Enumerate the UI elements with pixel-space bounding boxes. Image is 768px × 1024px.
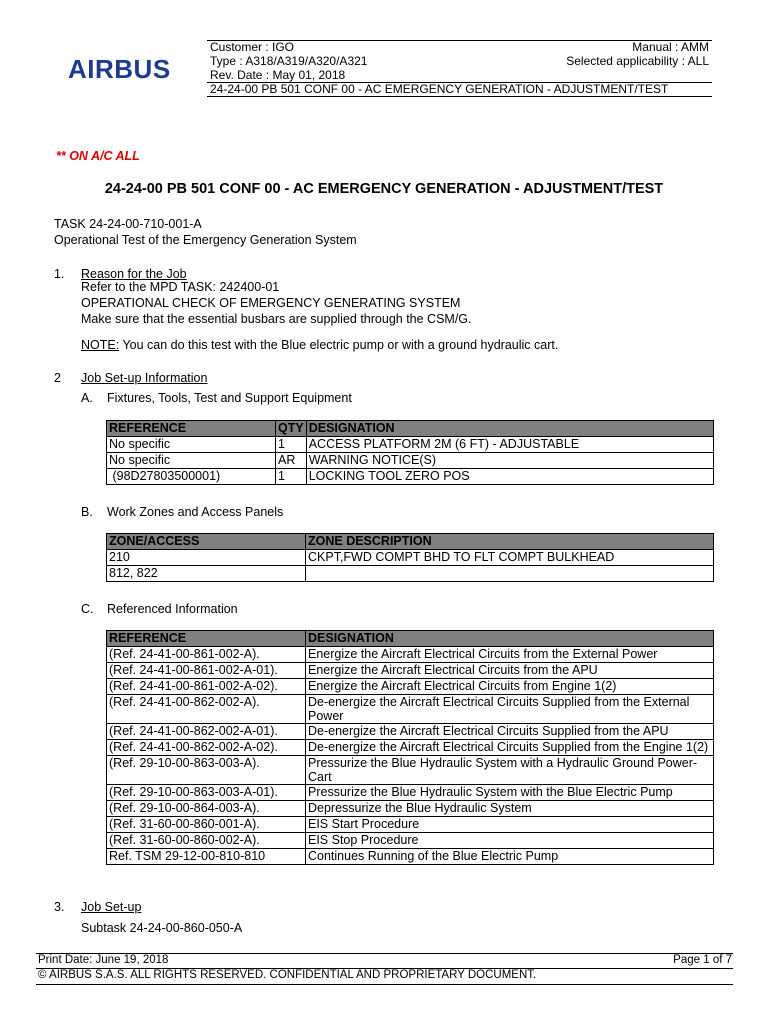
page-number: Page 1 of 7: [673, 954, 732, 966]
task-name: Operational Test of the Emergency Generation System: [54, 233, 357, 247]
table-row: [107, 801, 714, 817]
table-row: [107, 695, 714, 724]
document-header: [207, 40, 712, 97]
subsection-heading: Fixtures, Tools, Test and Support Equipment: [107, 391, 352, 405]
customer-label: Customer : IGO: [210, 40, 295, 54]
column-header: DESIGNATION: [306, 631, 714, 647]
table-row: [107, 437, 714, 453]
table-cell: No specific: [107, 453, 276, 469]
table-cell: (Ref. 29-10-00-863-003-A).: [107, 756, 306, 785]
table-cell: Pressurize the Blue Hydraulic System with a Hydraulic Ground Power-Cart: [306, 756, 714, 785]
table-cell: (Ref. 31-60-00-860-002-A).: [107, 833, 306, 849]
applicability-label: Selected applicability : ALL: [566, 54, 709, 68]
table-row: [107, 647, 714, 663]
table-row: [107, 785, 714, 801]
table-header-row: [107, 421, 714, 437]
copyright-notice: © AIRBUS S.A.S. ALL RIGHTS RESERVED. CONFIDENTIAL AND PROPRIETARY DOCUMENT.: [38, 969, 537, 981]
header-rule: [207, 96, 712, 97]
subsection-letter: B.: [81, 505, 93, 519]
table-cell: 210: [107, 550, 306, 566]
table-row: [107, 724, 714, 740]
table-cell: De-energize the Aircraft Electrical Circuits Supplied from the APU: [306, 724, 714, 740]
table-row: [107, 756, 714, 785]
equipment-table: [106, 420, 714, 485]
column-header: DESIGNATION: [306, 421, 713, 437]
table-row: [107, 817, 714, 833]
subtask-id: Subtask 24-24-00-860-050-A: [81, 921, 243, 935]
zones-table: [106, 533, 714, 582]
section-heading: Job Set-up Information: [81, 371, 208, 385]
table-cell: Energize the Aircraft Electrical Circuits from the External Power: [306, 647, 714, 663]
table-cell: LOCKING TOOL ZERO POS: [306, 469, 713, 485]
table-row: [107, 679, 714, 695]
rev-date-label: Rev. Date : May 01, 2018: [210, 68, 346, 82]
reason-line: Refer to the MPD TASK: 242400-01: [81, 280, 280, 294]
section-number: 1.: [54, 267, 65, 281]
table-row: [107, 849, 714, 865]
table-cell: 1: [276, 469, 307, 485]
column-header: ZONE/ACCESS: [107, 534, 306, 550]
type-label: Type : A318/A319/A320/A321: [210, 54, 368, 68]
table-cell: Depressurize the Blue Hydraulic System: [306, 801, 714, 817]
table-cell: (98D27803500001): [107, 469, 276, 485]
table-cell: [306, 566, 714, 582]
table-cell: De-energize the Aircraft Electrical Circuits Supplied from the Engine 1(2): [306, 740, 714, 756]
table-cell: Energize the Aircraft Electrical Circuits from the APU: [306, 663, 714, 679]
note: [81, 338, 558, 352]
subsection-letter: C.: [81, 602, 94, 616]
section-heading: Job Set-up: [81, 900, 142, 914]
table-row: [107, 453, 714, 469]
table-cell: 1: [276, 437, 307, 453]
section-number: 3.: [54, 900, 65, 914]
table-cell: ACCESS PLATFORM 2M (6 FT) - ADJUSTABLE: [306, 437, 713, 453]
doc-ref-label: 24-24-00 PB 501 CONF 00 - AC EMERGENCY GENERATION - ADJUSTMENT/TEST: [210, 82, 669, 96]
table-cell: (Ref. 24-41-00-862-002-A-01).: [107, 724, 306, 740]
subsection-heading: Work Zones and Access Panels: [107, 505, 284, 519]
table-row: [107, 566, 714, 582]
table-cell: (Ref. 29-10-00-863-003-A-01).: [107, 785, 306, 801]
table-header-row: [107, 631, 714, 647]
table-cell: (Ref. 24-41-00-861-002-A).: [107, 647, 306, 663]
task-id: TASK 24-24-00-710-001-A: [54, 217, 202, 231]
table-cell: AR: [276, 453, 307, 469]
table-row: [107, 550, 714, 566]
table-cell: No specific: [107, 437, 276, 453]
table-cell: (Ref. 29-10-00-864-003-A).: [107, 801, 306, 817]
manual-label: Manual : AMM: [632, 40, 709, 54]
table-cell: (Ref. 24-41-00-862-002-A).: [107, 695, 306, 724]
table-cell: EIS Start Procedure: [306, 817, 714, 833]
note-label: NOTE:: [81, 338, 120, 352]
table-header-row: [107, 534, 714, 550]
table-cell: EIS Stop Procedure: [306, 833, 714, 849]
section-heading: Reason for the Job: [81, 267, 187, 281]
table-cell: De-energize the Aircraft Electrical Circuits Supplied from the External Power: [306, 695, 714, 724]
airbus-logo: AIRBUS: [68, 54, 171, 84]
column-header: QTY: [276, 421, 307, 437]
table-row: [107, 833, 714, 849]
table-cell: (Ref. 24-41-00-861-002-A-02).: [107, 679, 306, 695]
reason-line: OPERATIONAL CHECK OF EMERGENCY GENERATING SYSTEM: [81, 296, 461, 310]
column-header: REFERENCE: [107, 421, 276, 437]
column-header: REFERENCE: [107, 631, 306, 647]
table-cell: Ref. TSM 29-12-00-810-810: [107, 849, 306, 865]
table-cell: 812, 822: [107, 566, 306, 582]
subsection-heading: Referenced Information: [107, 602, 238, 616]
section-number: 2: [54, 371, 61, 385]
table-cell: Continues Running of the Blue Electric Pump: [306, 849, 714, 865]
table-cell: (Ref. 24-41-00-861-002-A-01).: [107, 663, 306, 679]
table-row: [107, 740, 714, 756]
table-row: [107, 663, 714, 679]
print-date: Print Date: June 19, 2018: [38, 954, 169, 966]
table-cell: (Ref. 24-41-00-862-002-A-02).: [107, 740, 306, 756]
table-cell: WARNING NOTICE(S): [306, 453, 713, 469]
table-cell: (Ref. 31-60-00-860-001-A).: [107, 817, 306, 833]
footer-rule: [36, 984, 733, 985]
column-header: ZONE DESCRIPTION: [306, 534, 714, 550]
table-row: [107, 469, 714, 485]
page-title: 24-24-00 PB 501 CONF 00 - AC EMERGENCY GENERATION - ADJUSTMENT/TEST: [104, 181, 664, 197]
table-cell: Pressurize the Blue Hydraulic System with the Blue Electric Pump: [306, 785, 714, 801]
subsection-letter: A.: [81, 391, 93, 405]
table-cell: CKPT,FWD COMPT BHD TO FLT COMPT BULKHEAD: [306, 550, 714, 566]
reason-line: Make sure that the essential busbars are supplied through the CSM/G.: [81, 312, 472, 326]
applicability-banner: ** ON A/C ALL: [56, 149, 140, 163]
references-table: [106, 630, 714, 865]
table-cell: Energize the Aircraft Electrical Circuits from Engine 1(2): [306, 679, 714, 695]
note-text: You can do this test with the Blue electric pump or with a ground hydraulic cart.: [119, 338, 559, 352]
